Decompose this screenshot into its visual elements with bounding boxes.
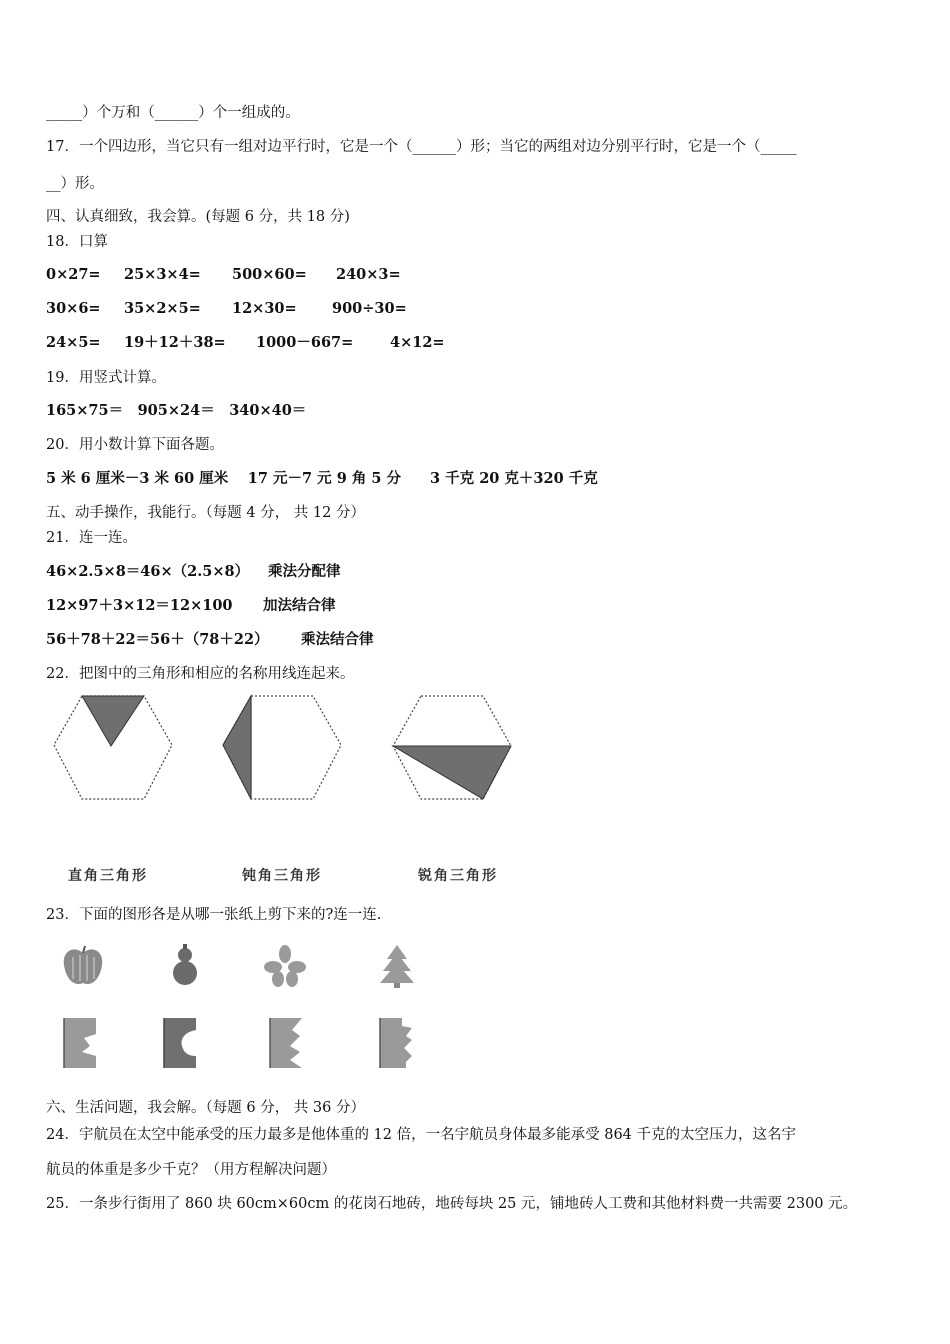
folded-paper-2-icon bbox=[160, 1016, 200, 1070]
question-18-title: 18．口算 bbox=[46, 234, 108, 250]
hexagon-figure-1 bbox=[52, 693, 176, 805]
oral-1-3: 900÷30= bbox=[332, 300, 407, 317]
match-law-3: 乘法结合律 bbox=[301, 631, 374, 648]
folded-paper-1-icon bbox=[60, 1016, 100, 1070]
oral-2-0: 24×5= bbox=[46, 334, 101, 351]
match-expr-3: 56＋78＋22＝56＋（78＋22） bbox=[46, 631, 269, 648]
question-25: 25．一条步行街用了 860 块 60cm×60cm 的花岗石地砖，地砖每块 25 元，铺地砖人工费和其他材料费一共需要 2300 元。 bbox=[46, 1196, 858, 1212]
question-24-line1: 24．宇航员在太空中能承受的压力最多是他体重的 12 倍，一名宇航员身体最多能承受 864 千克的太空压力，这名宇 bbox=[46, 1127, 797, 1143]
gourd-cutout-icon bbox=[164, 943, 206, 989]
oral-0-3: 240×3= bbox=[336, 266, 401, 283]
oral-0-0: 0×27= bbox=[46, 266, 101, 283]
question-20-title: 20．用小数计算下面各题。 bbox=[46, 437, 224, 453]
oral-0-2: 500×60= bbox=[232, 266, 307, 283]
label-right-triangle: 直角三角形 bbox=[68, 868, 148, 884]
match-law-2: 加法结合律 bbox=[263, 597, 336, 614]
oral-1-2: 12×30= bbox=[232, 300, 297, 317]
oral-2-2: 1000－667= bbox=[256, 334, 354, 351]
question-21-title: 21．连一连。 bbox=[46, 530, 137, 546]
hexagon-figure-3 bbox=[390, 693, 514, 805]
folded-paper-3-icon bbox=[266, 1016, 306, 1070]
match-law-1: 乘法分配律 bbox=[268, 563, 341, 580]
question-24-line2: 航员的体重是多少千克？（用方程解决问题） bbox=[46, 1162, 336, 1178]
apple-cutout-icon bbox=[60, 943, 106, 989]
oral-1-1: 35×2×5= bbox=[124, 300, 201, 317]
folded-paper-4-icon bbox=[376, 1016, 416, 1070]
section-5-heading: 五、动手操作，我能行。（每题 4 分， 共 12 分） bbox=[46, 505, 365, 521]
oral-2-1: 19＋12＋38= bbox=[124, 334, 226, 351]
question-19-title: 19．用竖式计算。 bbox=[46, 370, 166, 386]
question-22-title: 22．把图中的三角形和相应的名称用线连起来。 bbox=[46, 666, 355, 682]
shaded-triangle bbox=[82, 696, 144, 746]
question-23-title: 23．下面的图形各是从哪一张纸上剪下来的?连一连. bbox=[46, 907, 382, 923]
question-17-line2: __）形。 bbox=[46, 176, 104, 192]
hexagon-figure-2 bbox=[220, 693, 344, 805]
match-expr-2: 12×97＋3×12＝12×100 bbox=[46, 597, 233, 614]
label-obtuse-triangle: 钝角三角形 bbox=[242, 868, 322, 884]
section-6-heading: 六、生活问题，我会解。（每题 6 分， 共 36 分） bbox=[46, 1100, 365, 1116]
section-4-heading: 四、认真细致，我会算。(每题 6 分，共 18 分) bbox=[46, 209, 350, 225]
label-acute-triangle: 锐角三角形 bbox=[418, 868, 498, 884]
shaded-triangle bbox=[393, 746, 511, 799]
question-17-line1: 17．一个四边形，当它只有一组对边平行时，它是一个（______）形；当它的两组对边分别平行时，它是一个（_____ bbox=[46, 139, 797, 155]
oral-2-3: 4×12= bbox=[390, 334, 445, 351]
match-expr-1: 46×2.5×8＝46×（2.5×8） bbox=[46, 563, 250, 580]
oral-0-1: 25×3×4= bbox=[124, 266, 201, 283]
question-19-items: 165×75＝ 905×24＝ 340×40＝ bbox=[46, 402, 307, 419]
question-20-items: 5 米 6 厘米－3 米 60 厘米 17 元－7 元 9 角 5 分 3 千克 20 克＋320 千克 bbox=[46, 470, 598, 487]
shaded-triangle bbox=[223, 696, 251, 799]
q16-continuation: _____）个万和（______）个一组成的。 bbox=[46, 105, 300, 121]
tree-cutout-icon bbox=[374, 943, 420, 989]
oral-1-0: 30×6= bbox=[46, 300, 101, 317]
flower-cutout-icon bbox=[262, 943, 308, 989]
